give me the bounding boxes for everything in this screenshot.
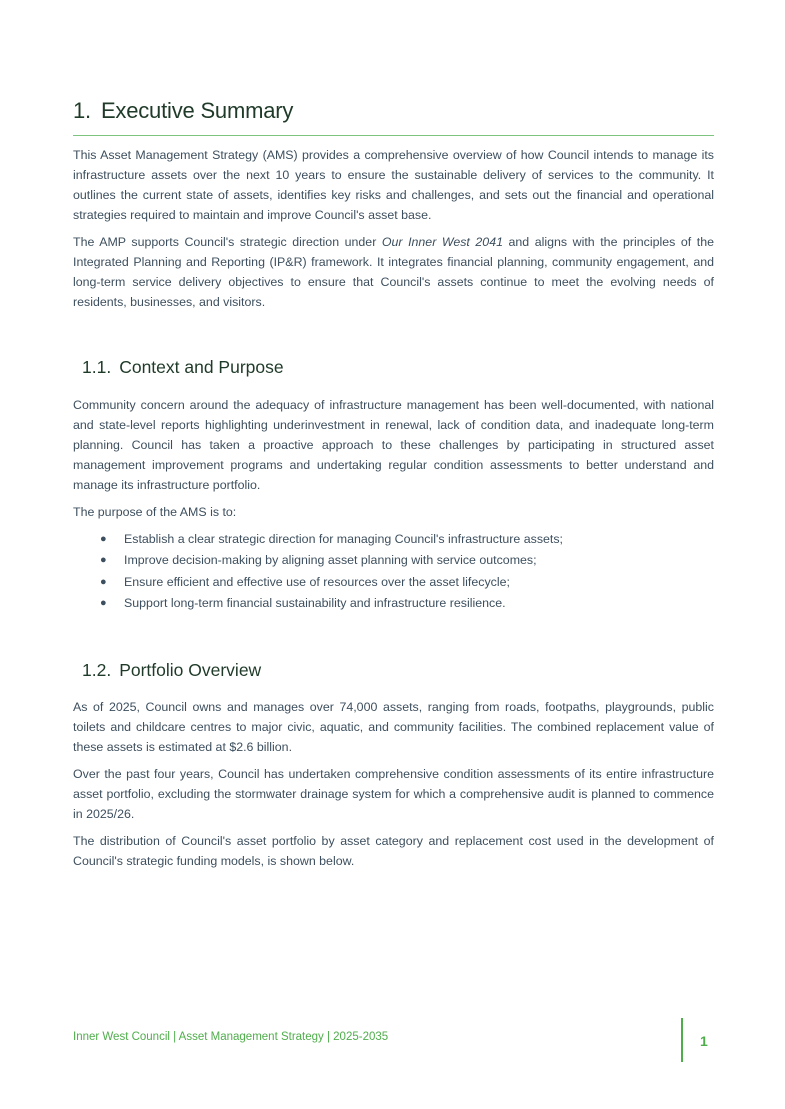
- footer-divider: [681, 1018, 683, 1062]
- portfolio-paragraph-1: As of 2025, Council owns and manages over 74,000 assets, ranging from roads, footpaths, playgrounds, public toilets and childcare centres to major civic, aquatic, and community facilities. The combined replacement value of these assets is estimated at $2.6 billion.: [73, 700, 714, 754]
- subsection-heading-portfolio: 1.2. Portfolio Overview: [82, 660, 262, 680]
- list-item: ● Improve decision-making by aligning asset planning with service outcomes;: [100, 553, 537, 568]
- context-paragraph-2: The purpose of the AMS is to:: [73, 505, 237, 519]
- plan-name: Our Inner West 2041: [381, 235, 503, 249]
- page-number: 1: [700, 1033, 708, 1049]
- portfolio-paragraph-2: Over the past four years, Council has undertaken comprehensive condition assessments of its entire infrastructure asset portfolio, excluding the stormwater drainage system for which a comprehensive audit is planned to commence in 2025/26.: [73, 767, 714, 821]
- subsection-heading-context: 1.1. Context and Purpose: [82, 357, 284, 377]
- portfolio-paragraph-3: The distribution of Council's asset portfolio by asset category and replacement cost used in the development of Council's strategic funding models, is shown below.: [73, 834, 714, 868]
- list-item: ● Ensure efficient and effective use of resources over the asset lifecycle;: [100, 574, 510, 589]
- section-heading: [73, 98, 293, 124]
- list-item: ● Support long-term financial sustainability and infrastructure resilience.: [100, 595, 506, 610]
- context-section: [73, 395, 714, 614]
- section-number: 1.: [73, 98, 91, 123]
- intro-section: [73, 145, 714, 319]
- portfolio-section: [73, 697, 714, 878]
- context-paragraph-1: Community concern around the adequacy of infrastructure management has been well-documented, with national and state-level reports highlighting underinvestment in renewal, lack of condition data, and inadequate long-term planning. Council has taken a proactive approach to these challenges by participating in structured asset management improvement programs and undertaking regular condition assessments to better understand and manage its infrastructure portfolio.: [73, 398, 714, 492]
- section-title: Executive Summary: [100, 98, 294, 123]
- list-item: ● Establish a clear strategic direction for managing Council's infrastructure assets;: [100, 532, 563, 546]
- footer-text: Inner West Council | Asset Management Strategy | 2025-2035: [73, 1031, 389, 1043]
- intro-paragraph-1: This Asset Management Strategy (AMS) provides a comprehensive overview of how Council intends to manage its infrastructure assets over the next 10 years to ensure the sustainable delivery of services to the community. It outlines the current state of assets, identifies key risks and challenges, and sets out the financial and operational strategies required to maintain and improve Council's asset base.: [73, 148, 714, 222]
- purpose-list: [73, 529, 714, 614]
- heading-rule: [73, 135, 714, 136]
- intro-paragraph-2: The AMP supports Council's strategic direction under Our Inner West 2041 and aligns with the principles of the Integrated Planning and Reporting (IP&R) framework. It integrates financial planning, community engagement, and long-term service delivery objectives to ensure that Council's assets continue to meet the evolving needs of residents, businesses, and visitors.: [73, 235, 715, 309]
